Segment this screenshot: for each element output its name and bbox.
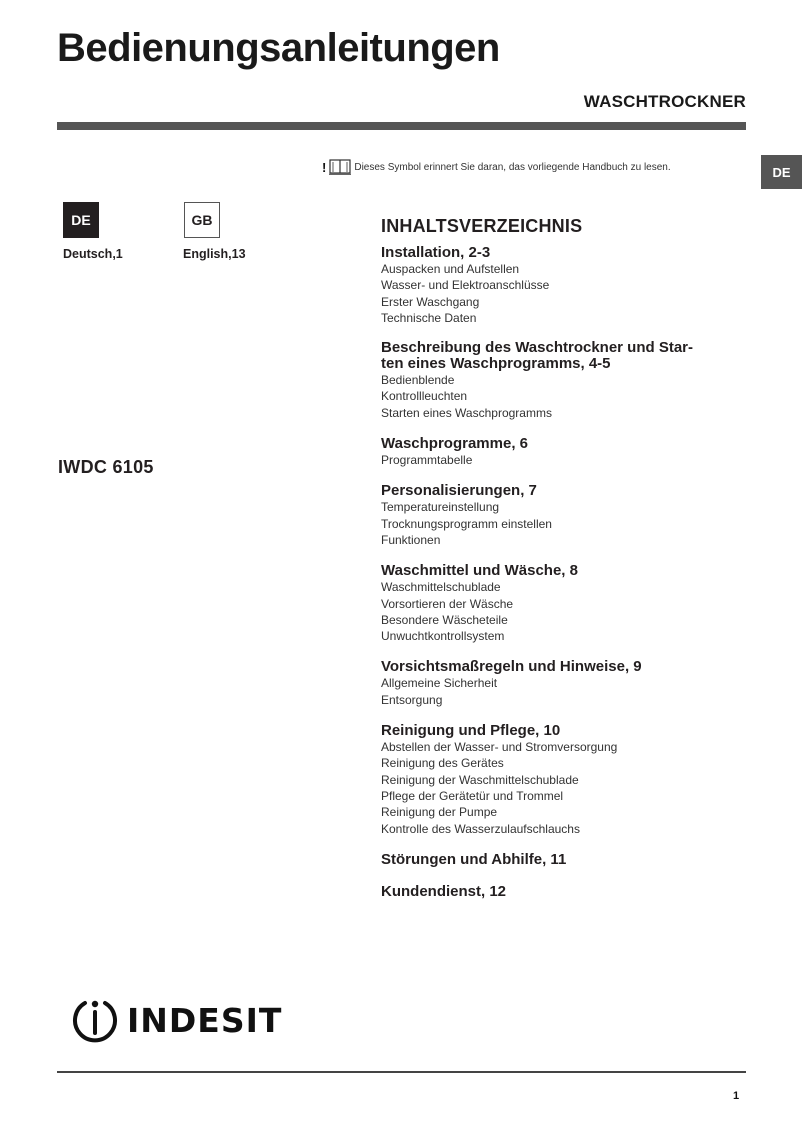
language-gb-badge[interactable]: GB (184, 202, 220, 238)
brand-logo (70, 995, 282, 1045)
toc-item[interactable]: Auspacken und Aufstellen (381, 262, 520, 276)
book-icon (329, 159, 351, 175)
toc-item[interactable]: Kontrollleuchten (381, 389, 468, 404)
toc-item[interactable]: Waschmittelschublade (381, 580, 501, 595)
toc-item[interactable]: Unwuchtkontrollsystem (381, 629, 505, 644)
language-de-label[interactable]: Deutsch,1 (63, 247, 123, 261)
language-gb-label[interactable]: English,13 (183, 247, 246, 261)
toc-section-installation (381, 245, 751, 326)
toc-heading-line2[interactable]: ten eines Waschprogramms, 4-5 (381, 355, 611, 373)
toc-item[interactable]: Entsorgung (381, 692, 443, 707)
toc-heading[interactable]: Waschmittel und Wäsche, 8 (381, 562, 578, 580)
toc-item[interactable]: Pflege der Gerätetür und Trommel (381, 788, 564, 803)
page-number: 1 (733, 1090, 740, 1102)
toc-section-personalisierungen (381, 483, 751, 548)
toc-section-reinigung (381, 723, 751, 837)
toc-section-kundendienst (381, 884, 751, 900)
toc-section-waschmittel (381, 563, 751, 644)
notice-text: Dieses Symbol erinnert Sie daran, das vorliegende Handbuch zu lesen. (354, 161, 671, 173)
toc-heading[interactable]: Installation, 2-3 (381, 244, 491, 261)
toc-item[interactable]: Besondere Wäscheteile (381, 612, 508, 627)
toc-section-vorsichtsmassregeln (381, 659, 751, 708)
toc-heading[interactable]: Waschprogramme, 6 (381, 435, 528, 453)
brand-name: INDESIT (127, 1000, 283, 1040)
toc-item[interactable]: Vorsortieren der Wäsche (381, 596, 514, 611)
table-of-contents (381, 216, 751, 900)
toc-heading[interactable]: Vorsichtsmaßregeln und Hinweise, 9 (381, 658, 642, 676)
toc-heading[interactable]: Personalisierungen, 7 (381, 482, 537, 500)
toc-heading-line1[interactable]: Beschreibung des Waschtrockner und Star- (381, 339, 694, 357)
toc-item[interactable]: Kontrolle des Wasserzulaufschlauchs (381, 821, 580, 836)
toc-title: INHALTSVERZEICHNIS (381, 216, 583, 236)
toc-item[interactable]: Reinigung des Gerätes (381, 756, 504, 771)
read-manual-notice (322, 159, 671, 175)
toc-item[interactable]: Erster Waschgang (381, 294, 480, 309)
toc-item[interactable]: Allgemeine Sicherheit (381, 676, 498, 691)
toc-item[interactable]: Wasser- und Elektroanschlüsse (381, 278, 550, 293)
product-type: WASCHTROCKNER (583, 92, 746, 111)
model-number: IWDC 6105 (58, 457, 154, 477)
toc-section-stoerungen (381, 852, 751, 868)
language-de-badge[interactable]: DE (63, 202, 99, 238)
header-divider (57, 122, 746, 130)
indesit-power-logo-icon (70, 995, 120, 1045)
toc-section-beschreibung (381, 340, 751, 421)
toc-item[interactable]: Programmtabelle (381, 453, 473, 468)
toc-item[interactable]: Abstellen der Wasser- und Stromversorgung (381, 740, 618, 755)
document-title: Bedienungsanleitungen (57, 26, 500, 70)
toc-heading[interactable]: Kundendienst, 12 (381, 882, 507, 900)
toc-item[interactable]: Funktionen (381, 532, 441, 547)
exclamation-mark: ! (322, 159, 327, 175)
language-side-tab[interactable]: DE (761, 155, 802, 189)
toc-section-waschprogramme (381, 436, 751, 468)
toc-item[interactable]: Starten eines Waschprogramms (381, 405, 552, 420)
toc-item[interactable]: Technische Daten (381, 310, 477, 325)
toc-heading[interactable]: Störungen und Abhilfe, 11 (381, 850, 567, 868)
toc-item[interactable]: Temperatureinstellung (381, 500, 500, 515)
toc-heading[interactable]: Reinigung und Pflege, 10 (381, 722, 561, 740)
toc-item[interactable]: Reinigung der Waschmittelschublade (381, 772, 579, 787)
footer-divider (57, 1071, 746, 1073)
toc-item[interactable]: Bedienblende (381, 373, 455, 388)
toc-item[interactable]: Reinigung der Pumpe (381, 805, 498, 820)
toc-item[interactable]: Trocknungsprogramm einstellen (381, 516, 552, 531)
